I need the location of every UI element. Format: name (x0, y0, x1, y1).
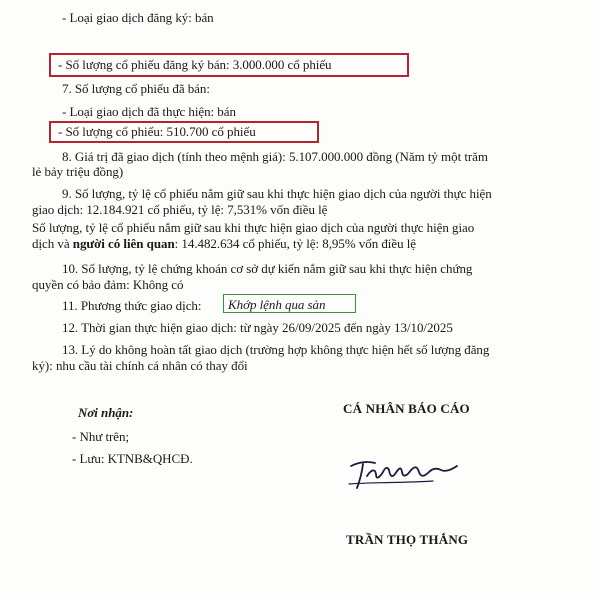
item-11-value: Khớp lệnh qua sàn (228, 297, 326, 312)
item-7-transaction-type: - Loại giao dịch đã thực hiện: bán (62, 104, 236, 119)
recipient-item-1: - Như trên; (72, 429, 130, 444)
item-7-executed-quantity: - Số lượng cổ phiếu: 510.700 cổ phiếu (58, 124, 256, 139)
related-persons-label: người có liên quan (72, 236, 175, 251)
signer-name: TRẦN THỌ THẮNG (346, 532, 469, 547)
item-10-line-2: quyền có bảo đảm: Không có (32, 277, 184, 292)
registered-quantity: - Số lượng cổ phiếu đăng ký bán: 3.000.000 cổ phiếu (58, 57, 332, 72)
item-9-line-4 (32, 236, 416, 252)
item-13-line-1: 13. Lý do không hoàn tất giao dịch (trường hợp không thực hiện hết số lượng đăng (62, 342, 490, 357)
signature-heading: CÁ NHÂN BÁO CÁO (343, 401, 470, 416)
item-13-line-2: ký): nhu cầu tài chính cá nhân có thay đổi (32, 358, 248, 373)
item-9-line-1: 9. Số lượng, tỷ lệ cổ phiếu nắm giữ sau khi thực hiện giao dịch của người thực hiện (62, 186, 492, 201)
handwritten-signature (345, 452, 465, 492)
item-7-title: 7. Số lượng cổ phiếu đã bán: (62, 81, 210, 96)
item-10-line-1: 10. Số lượng, tỷ lệ chứng khoán cơ sở dự kiến nắm giữ sau khi thực hiện chứng (62, 261, 473, 276)
item-11-label: 11. Phương thức giao dịch: (62, 298, 202, 313)
recipients-title: Nơi nhận: (78, 405, 134, 420)
registered-transaction-type: - Loại giao dịch đăng ký: bán (62, 10, 214, 25)
item-9-line-4-pre: dịch và (32, 236, 73, 251)
recipient-item-2: - Lưu: KTNB&QHCĐ. (72, 451, 193, 466)
item-9-line-4-post: : 14.482.634 cổ phiếu, tỷ lệ: 8,95% vốn điều lệ (174, 236, 417, 251)
item-8-line-2: lẻ bảy triệu đồng) (32, 164, 124, 179)
item-9-line-3: Số lượng, tỷ lệ cổ phiếu nắm giữ sau khi thực hiện giao dịch của người thực hiện giao (32, 220, 475, 235)
item-12: 12. Thời gian thực hiện giao dịch: từ ngày 26/09/2025 đến ngày 13/10/2025 (62, 320, 453, 335)
item-8-line-1: 8. Giá trị đã giao dịch (tính theo mệnh giá): 5.107.000.000 đồng (Năm tỷ một trăm (62, 149, 488, 164)
item-9-line-2: giao dịch: 12.184.921 cổ phiếu, tỷ lệ: 7,531% vốn điều lệ (32, 202, 328, 217)
